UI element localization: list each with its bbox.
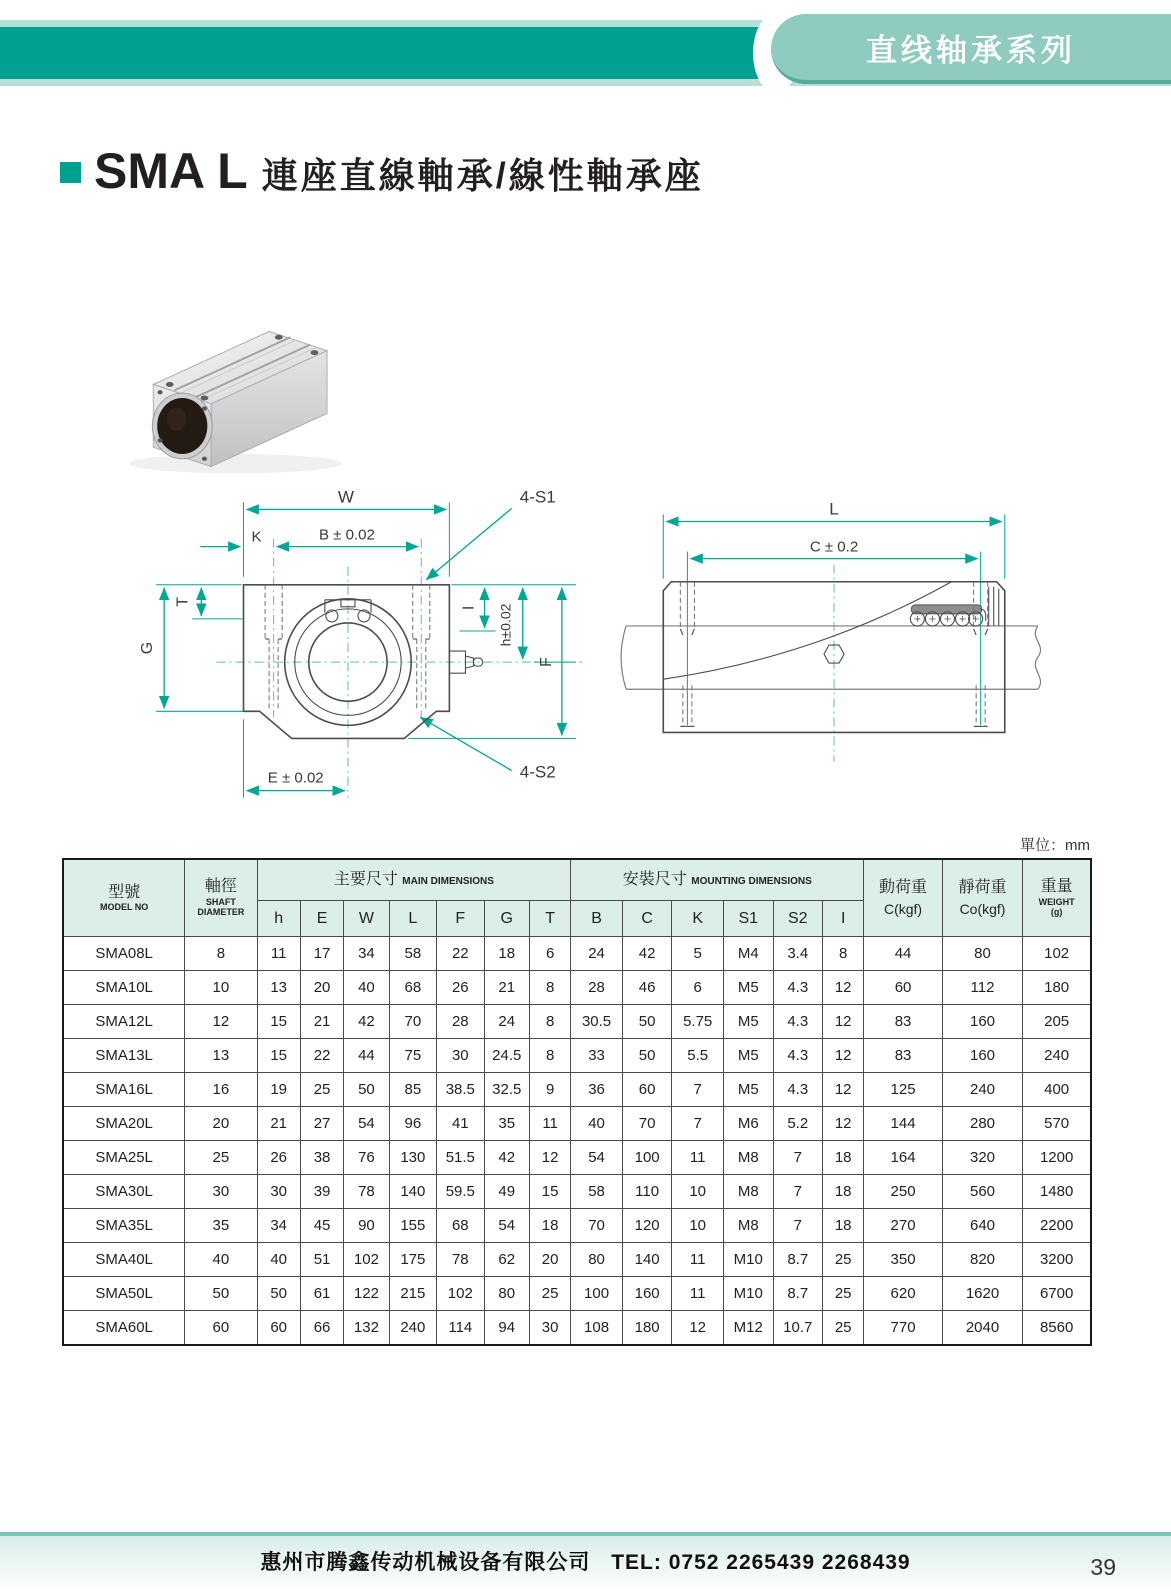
- series-tab: [771, 14, 1171, 84]
- spec-value-cell: 13: [257, 971, 300, 1005]
- spec-value-cell: 18: [823, 1175, 864, 1209]
- spec-value-cell: 770: [864, 1311, 942, 1346]
- spec-value-cell: 59.5: [437, 1175, 484, 1209]
- spec-value-cell: 60: [257, 1311, 300, 1346]
- spec-value-cell: 21: [257, 1107, 300, 1141]
- spec-value-cell: 32.5: [484, 1073, 529, 1107]
- col-header-G: G: [484, 901, 529, 937]
- spec-value-cell: 20: [300, 971, 343, 1005]
- spec-value-cell: 75: [389, 1039, 436, 1073]
- spec-value-cell: 144: [864, 1107, 942, 1141]
- spec-value-cell: 21: [484, 971, 529, 1005]
- spec-value-cell: 1620: [942, 1277, 1023, 1311]
- spec-value-cell: 42: [622, 937, 672, 971]
- table-row: [63, 1005, 1091, 1039]
- spec-value-cell: 215: [389, 1277, 436, 1311]
- dim-label-i: I: [459, 605, 478, 611]
- spec-value-cell: 12: [529, 1141, 570, 1175]
- spec-value-cell: 270: [864, 1209, 942, 1243]
- spec-value-cell: 12: [823, 1039, 864, 1073]
- spec-value-cell: 9: [529, 1073, 570, 1107]
- spec-value-cell: 58: [571, 1175, 623, 1209]
- spec-value-cell: 820: [942, 1243, 1023, 1277]
- spec-value-cell: 280: [942, 1107, 1023, 1141]
- spec-value-cell: 13: [185, 1039, 257, 1073]
- spec-value-cell: 132: [344, 1311, 389, 1346]
- spec-value-cell: 122: [344, 1277, 389, 1311]
- side-view-drawing: [598, 478, 1060, 800]
- front-view-drawing: [128, 478, 590, 800]
- spec-value-cell: M6: [723, 1107, 773, 1141]
- model-no-cell: SMA60L: [63, 1311, 185, 1346]
- dim-label-4s1: 4-S1: [519, 487, 556, 507]
- spec-value-cell: 2200: [1023, 1209, 1091, 1243]
- spec-value-cell: 34: [257, 1209, 300, 1243]
- spec-value-cell: 80: [571, 1243, 623, 1277]
- spec-value-cell: 15: [257, 1039, 300, 1073]
- spec-value-cell: 10: [672, 1209, 724, 1243]
- spec-value-cell: 26: [257, 1141, 300, 1175]
- spec-value-cell: 100: [571, 1277, 623, 1311]
- spec-value-cell: 240: [942, 1073, 1023, 1107]
- spec-value-cell: 30: [437, 1039, 484, 1073]
- spec-value-cell: 90: [344, 1209, 389, 1243]
- spec-value-cell: 6: [529, 937, 570, 971]
- spec-value-cell: 25: [823, 1311, 864, 1346]
- spec-value-cell: 18: [529, 1209, 570, 1243]
- title-bullet-square: [60, 162, 81, 183]
- spec-value-cell: 4.3: [773, 1073, 823, 1107]
- spec-value-cell: 400: [1023, 1073, 1091, 1107]
- col-header-weight: 重量 WEIGHT (g): [1023, 859, 1091, 937]
- series-tab-label: 直线轴承系列: [866, 32, 1076, 68]
- spec-value-cell: 80: [942, 937, 1023, 971]
- spec-value-cell: 80: [484, 1277, 529, 1311]
- spec-value-cell: M5: [723, 1073, 773, 1107]
- spec-value-cell: 180: [622, 1311, 672, 1346]
- spec-value-cell: M10: [723, 1243, 773, 1277]
- spec-value-cell: 11: [672, 1141, 724, 1175]
- spec-value-cell: 140: [622, 1243, 672, 1277]
- unit-note: 單位：mm: [1020, 837, 1090, 854]
- model-no-cell: SMA35L: [63, 1209, 185, 1243]
- spec-value-cell: 5.5: [672, 1039, 724, 1073]
- dim-label-w: W: [337, 487, 354, 507]
- spec-value-cell: 12: [823, 971, 864, 1005]
- spec-value-cell: 61: [300, 1277, 343, 1311]
- spec-value-cell: 30: [257, 1175, 300, 1209]
- spec-value-cell: 83: [864, 1005, 942, 1039]
- spec-value-cell: 42: [484, 1141, 529, 1175]
- spec-value-cell: 12: [672, 1311, 724, 1346]
- spec-value-cell: 15: [529, 1175, 570, 1209]
- col-header-h: h: [257, 901, 300, 937]
- spec-value-cell: 112: [942, 971, 1023, 1005]
- spec-value-cell: 180: [1023, 971, 1091, 1005]
- spec-value-cell: 10.7: [773, 1311, 823, 1346]
- spec-value-cell: 50: [185, 1277, 257, 1311]
- spec-value-cell: 7: [672, 1107, 724, 1141]
- col-header-E: E: [300, 901, 343, 937]
- col-header-F: F: [437, 901, 484, 937]
- spec-value-cell: 114: [437, 1311, 484, 1346]
- spec-value-cell: 12: [185, 1005, 257, 1039]
- spec-value-cell: 4.3: [773, 971, 823, 1005]
- spec-value-cell: 120: [622, 1209, 672, 1243]
- col-header-S2: S2: [773, 901, 823, 937]
- spec-value-cell: 40: [571, 1107, 623, 1141]
- spec-value-cell: 160: [942, 1005, 1023, 1039]
- spec-value-cell: M8: [723, 1141, 773, 1175]
- spec-value-cell: 44: [344, 1039, 389, 1073]
- table-row: [63, 1141, 1091, 1175]
- col-header-model: 型號 MODEL NO: [63, 859, 185, 937]
- spec-value-cell: 35: [185, 1209, 257, 1243]
- spec-value-cell: 12: [823, 1107, 864, 1141]
- spec-value-cell: 8: [529, 1005, 570, 1039]
- model-no-cell: SMA12L: [63, 1005, 185, 1039]
- spec-value-cell: 51: [300, 1243, 343, 1277]
- spec-value-cell: 33: [571, 1039, 623, 1073]
- spec-value-cell: 3.4: [773, 937, 823, 971]
- model-no-cell: SMA13L: [63, 1039, 185, 1073]
- spec-value-cell: M10: [723, 1277, 773, 1311]
- spec-value-cell: 44: [864, 937, 942, 971]
- model-no-cell: SMA40L: [63, 1243, 185, 1277]
- spec-value-cell: 26: [437, 971, 484, 1005]
- dim-label-g: G: [138, 641, 157, 655]
- product-photo-drawing: [100, 288, 390, 481]
- spec-value-cell: 30.5: [571, 1005, 623, 1039]
- spec-value-cell: 68: [389, 971, 436, 1005]
- spec-value-cell: 7: [773, 1141, 823, 1175]
- spec-value-cell: 49: [484, 1175, 529, 1209]
- spec-value-cell: 60: [622, 1073, 672, 1107]
- title-description: 連座直線軸承/線性軸承座: [261, 154, 704, 196]
- spec-value-cell: 50: [622, 1005, 672, 1039]
- spec-value-cell: 11: [257, 937, 300, 971]
- spec-value-cell: 3200: [1023, 1243, 1091, 1277]
- spec-value-cell: 68: [437, 1209, 484, 1243]
- spec-value-cell: 22: [300, 1039, 343, 1073]
- spec-value-cell: 2040: [942, 1311, 1023, 1346]
- spec-value-cell: 155: [389, 1209, 436, 1243]
- spec-value-cell: 36: [571, 1073, 623, 1107]
- spec-value-cell: 12: [823, 1005, 864, 1039]
- col-header-dynamic-load: 動荷重 C(kgf): [864, 859, 942, 937]
- spec-value-cell: 4.3: [773, 1005, 823, 1039]
- spec-value-cell: 11: [672, 1243, 724, 1277]
- spec-value-cell: 108: [571, 1311, 623, 1346]
- spec-value-cell: 6: [672, 971, 724, 1005]
- spec-value-cell: 70: [622, 1107, 672, 1141]
- spec-value-cell: 83: [864, 1039, 942, 1073]
- spec-value-cell: M4: [723, 937, 773, 971]
- spec-value-cell: 8.7: [773, 1277, 823, 1311]
- spec-value-cell: 4.3: [773, 1039, 823, 1073]
- spec-value-cell: 5.2: [773, 1107, 823, 1141]
- spec-value-cell: 38: [300, 1141, 343, 1175]
- model-no-cell: SMA30L: [63, 1175, 185, 1209]
- spec-value-cell: 240: [389, 1311, 436, 1346]
- spec-value-cell: 140: [389, 1175, 436, 1209]
- spec-value-cell: 102: [437, 1277, 484, 1311]
- spec-value-cell: 160: [942, 1039, 1023, 1073]
- spec-value-cell: 5: [672, 937, 724, 971]
- spec-value-cell: 28: [571, 971, 623, 1005]
- spec-value-cell: 8: [823, 937, 864, 971]
- col-header-static-load: 靜荷重 Co(kgf): [942, 859, 1023, 937]
- spec-value-cell: 1200: [1023, 1141, 1091, 1175]
- spec-value-cell: 40: [257, 1243, 300, 1277]
- spec-value-cell: 25: [529, 1277, 570, 1311]
- model-no-cell: SMA08L: [63, 937, 185, 971]
- spec-value-cell: M12: [723, 1311, 773, 1346]
- table-row: [63, 937, 1091, 971]
- col-header-S1: S1: [723, 901, 773, 937]
- spec-value-cell: 240: [1023, 1039, 1091, 1073]
- table-row: [63, 1039, 1091, 1073]
- spec-value-cell: 18: [823, 1141, 864, 1175]
- spec-value-cell: 5.75: [672, 1005, 724, 1039]
- spec-value-cell: 51.5: [437, 1141, 484, 1175]
- model-no-cell: SMA16L: [63, 1073, 185, 1107]
- spec-value-cell: 25: [823, 1277, 864, 1311]
- spec-value-cell: 60: [185, 1311, 257, 1346]
- spec-value-cell: M5: [723, 971, 773, 1005]
- title-model-code: SMA L: [94, 143, 248, 199]
- table-row: [63, 1073, 1091, 1107]
- dim-label-f: F: [536, 657, 555, 668]
- spec-table-head: [63, 859, 1091, 937]
- spec-value-cell: 24.5: [484, 1039, 529, 1073]
- col-header-B: B: [571, 901, 623, 937]
- spec-value-cell: 28: [437, 1005, 484, 1039]
- spec-value-cell: 58: [389, 937, 436, 971]
- page-title: [60, 143, 704, 199]
- spec-value-cell: 41: [437, 1107, 484, 1141]
- spec-value-cell: 25: [185, 1141, 257, 1175]
- spec-value-cell: 42: [344, 1005, 389, 1039]
- spec-value-cell: 7: [672, 1073, 724, 1107]
- spec-value-cell: 38.5: [437, 1073, 484, 1107]
- spec-value-cell: 35: [484, 1107, 529, 1141]
- dim-label-h: h±0.02: [497, 603, 514, 647]
- spec-value-cell: 12: [823, 1073, 864, 1107]
- col-header-C: C: [622, 901, 672, 937]
- spec-value-cell: 8: [529, 1039, 570, 1073]
- spec-value-cell: 102: [344, 1243, 389, 1277]
- spec-value-cell: 160: [622, 1277, 672, 1311]
- spec-value-cell: 85: [389, 1073, 436, 1107]
- spec-value-cell: 1480: [1023, 1175, 1091, 1209]
- footer-company-line: [0, 1546, 1171, 1576]
- spec-value-cell: 21: [300, 1005, 343, 1039]
- spec-value-cell: 50: [622, 1039, 672, 1073]
- spec-value-cell: M8: [723, 1175, 773, 1209]
- spec-table-body: [63, 937, 1091, 1346]
- dim-label-k: K: [251, 528, 262, 546]
- spec-value-cell: 20: [529, 1243, 570, 1277]
- spec-value-cell: 45: [300, 1209, 343, 1243]
- col-group-mounting-dimensions: 安裝尺寸 MOUNTING DIMENSIONS: [571, 859, 864, 901]
- dim-label-e: E ± 0.02: [267, 769, 324, 787]
- spec-value-cell: 54: [484, 1209, 529, 1243]
- spec-value-cell: 24: [571, 937, 623, 971]
- spec-value-cell: 175: [389, 1243, 436, 1277]
- model-no-cell: SMA25L: [63, 1141, 185, 1175]
- spec-value-cell: 8: [185, 937, 257, 971]
- spec-value-cell: 20: [185, 1107, 257, 1141]
- spec-value-cell: 62: [484, 1243, 529, 1277]
- table-row: [63, 1277, 1091, 1311]
- spec-value-cell: 70: [571, 1209, 623, 1243]
- spec-value-cell: M5: [723, 1005, 773, 1039]
- col-header-K: K: [672, 901, 724, 937]
- spec-value-cell: 40: [344, 971, 389, 1005]
- spec-value-cell: M5: [723, 1039, 773, 1073]
- top-banner: [0, 20, 1171, 86]
- spec-value-cell: 76: [344, 1141, 389, 1175]
- spec-value-cell: 27: [300, 1107, 343, 1141]
- col-header-I: I: [823, 901, 864, 937]
- spec-value-cell: 560: [942, 1175, 1023, 1209]
- col-header-T: T: [529, 901, 570, 937]
- spec-value-cell: 102: [1023, 937, 1091, 971]
- spec-value-cell: 16: [185, 1073, 257, 1107]
- spec-value-cell: 125: [864, 1073, 942, 1107]
- spec-value-cell: 15: [257, 1005, 300, 1039]
- footer-tel: TEL: 0752 2265439 2268439: [611, 1551, 911, 1574]
- spec-value-cell: 7: [773, 1175, 823, 1209]
- spec-table: [62, 858, 1092, 1346]
- dim-label-l: L: [829, 499, 839, 519]
- spec-value-cell: 94: [484, 1311, 529, 1346]
- spec-value-cell: 34: [344, 937, 389, 971]
- spec-value-cell: 70: [389, 1005, 436, 1039]
- spec-value-cell: 7: [773, 1209, 823, 1243]
- spec-table-container: [62, 858, 1092, 1346]
- spec-value-cell: 8: [529, 971, 570, 1005]
- table-row: [63, 1243, 1091, 1277]
- spec-value-cell: 24: [484, 1005, 529, 1039]
- spec-value-cell: 6700: [1023, 1277, 1091, 1311]
- col-header-L: L: [389, 901, 436, 937]
- spec-value-cell: 96: [389, 1107, 436, 1141]
- spec-value-cell: 640: [942, 1209, 1023, 1243]
- table-row: [63, 971, 1091, 1005]
- spec-value-cell: 11: [529, 1107, 570, 1141]
- spec-value-cell: 10: [185, 971, 257, 1005]
- spec-value-cell: 205: [1023, 1005, 1091, 1039]
- footer: [0, 1532, 1171, 1593]
- spec-value-cell: 40: [185, 1243, 257, 1277]
- spec-value-cell: 620: [864, 1277, 942, 1311]
- spec-value-cell: 39: [300, 1175, 343, 1209]
- spec-value-cell: 570: [1023, 1107, 1091, 1141]
- spec-value-cell: 25: [823, 1243, 864, 1277]
- spec-value-cell: 18: [823, 1209, 864, 1243]
- spec-value-cell: 25: [300, 1073, 343, 1107]
- table-row: [63, 1209, 1091, 1243]
- spec-value-cell: 30: [185, 1175, 257, 1209]
- spec-value-cell: 50: [257, 1277, 300, 1311]
- spec-value-cell: 30: [529, 1311, 570, 1346]
- spec-value-cell: 350: [864, 1243, 942, 1277]
- spec-value-cell: 17: [300, 937, 343, 971]
- model-no-cell: SMA50L: [63, 1277, 185, 1311]
- dim-label-b: B ± 0.02: [318, 526, 375, 544]
- col-header-W: W: [344, 901, 389, 937]
- spec-value-cell: 22: [437, 937, 484, 971]
- spec-value-cell: 130: [389, 1141, 436, 1175]
- dim-label-t: T: [173, 596, 192, 607]
- dim-label-4s2: 4-S2: [519, 762, 556, 782]
- model-no-cell: SMA20L: [63, 1107, 185, 1141]
- spec-value-cell: 164: [864, 1141, 942, 1175]
- spec-value-cell: 10: [672, 1175, 724, 1209]
- spec-value-cell: 50: [344, 1073, 389, 1107]
- table-row: [63, 1107, 1091, 1141]
- spec-value-cell: 11: [672, 1277, 724, 1311]
- spec-value-cell: 19: [257, 1073, 300, 1107]
- page-number: 39: [1090, 1554, 1116, 1580]
- spec-value-cell: 54: [571, 1141, 623, 1175]
- table-row: [63, 1175, 1091, 1209]
- spec-value-cell: 78: [344, 1175, 389, 1209]
- spec-value-cell: 78: [437, 1243, 484, 1277]
- spec-value-cell: 66: [300, 1311, 343, 1346]
- spec-value-cell: 320: [942, 1141, 1023, 1175]
- model-no-cell: SMA10L: [63, 971, 185, 1005]
- table-row: [63, 1311, 1091, 1346]
- spec-value-cell: 8560: [1023, 1311, 1091, 1346]
- spec-value-cell: 110: [622, 1175, 672, 1209]
- spec-value-cell: 8.7: [773, 1243, 823, 1277]
- footer-company: 惠州市腾鑫传动机械设备有限公司: [260, 1551, 591, 1574]
- spec-value-cell: 18: [484, 937, 529, 971]
- col-group-main-dimensions: 主要尺寸 MAIN DIMENSIONS: [257, 859, 571, 901]
- spec-value-cell: 100: [622, 1141, 672, 1175]
- spec-value-cell: 60: [864, 971, 942, 1005]
- spec-value-cell: 250: [864, 1175, 942, 1209]
- col-header-shaft-diameter: 軸徑 SHAFT DIAMETER: [185, 859, 257, 937]
- spec-value-cell: M8: [723, 1209, 773, 1243]
- product-photo: [100, 288, 390, 468]
- dim-label-c: C ± 0.2: [809, 538, 859, 556]
- spec-value-cell: 54: [344, 1107, 389, 1141]
- spec-value-cell: 46: [622, 971, 672, 1005]
